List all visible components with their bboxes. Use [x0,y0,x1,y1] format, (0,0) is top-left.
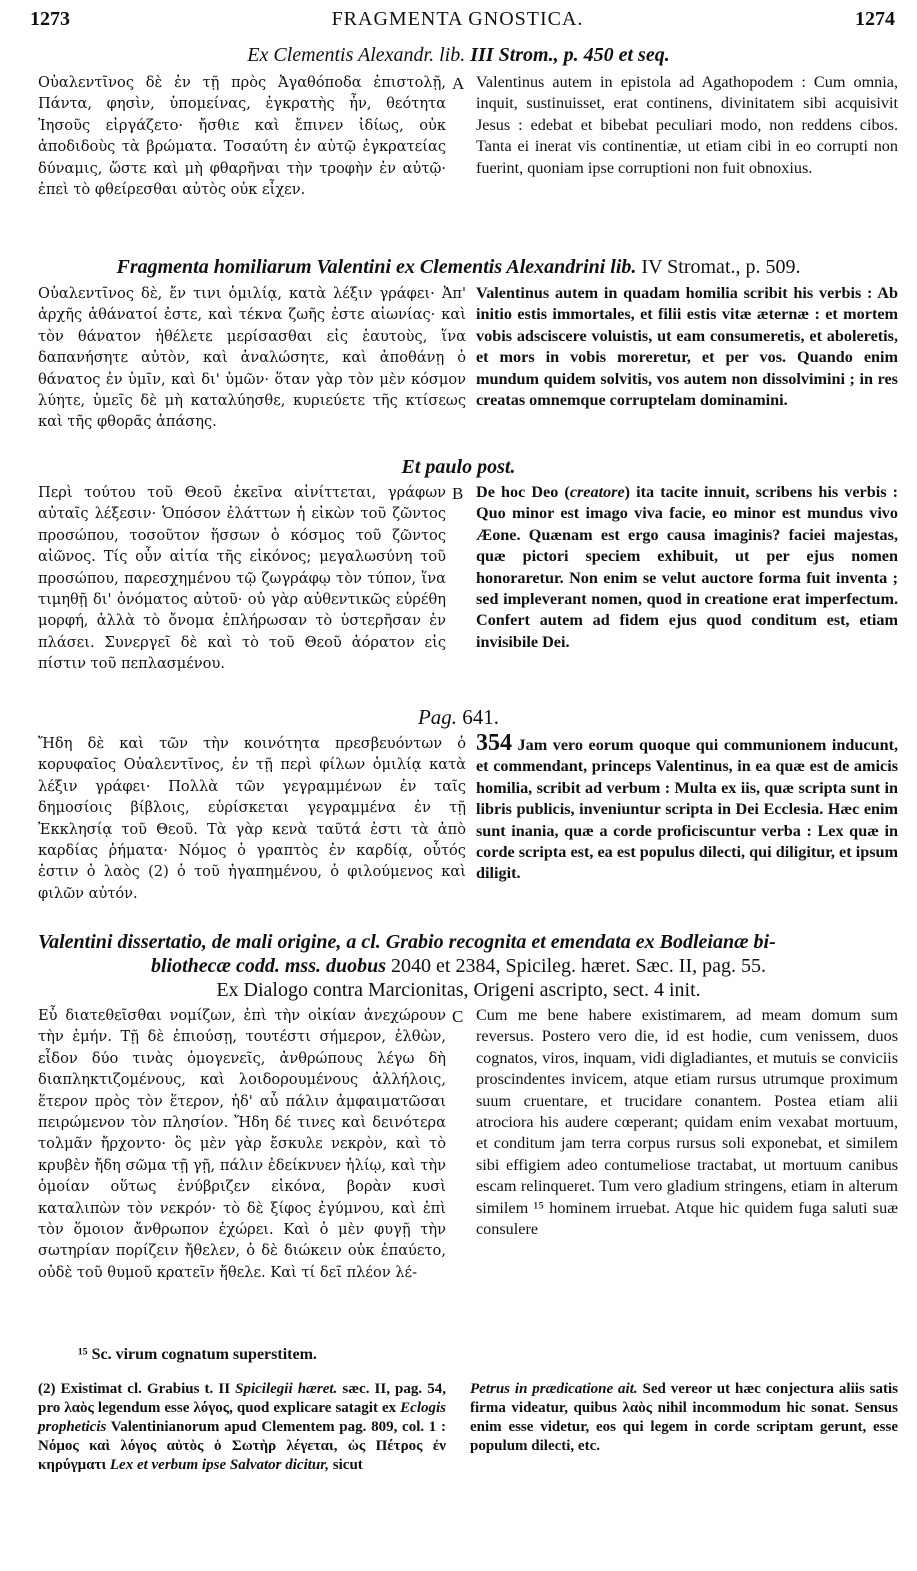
footnote-2-ital-3: Lex et verbum ipse Salvator dicitur, [109,1457,330,1473]
section-1-latin: Valentinus autem in epistola ad Agathopodem : Cum omnia, inquit, sustinuisset, erat continens, divinitatem sibi acquisivit Jesus : edebat et bibebat peculiari modo, non reddens cibos. Tanta ei inerat vis continentiæ, ut etiam cibi in eo corrupti non fuerint, quoniam ipse corruptioni non fuit obnoxius. [476,73,898,177]
section-3-latin-a: De hoc Deo ( [476,483,570,501]
running-title: FRAGMENTA GNOSTICA. [331,8,584,30]
section-4-latin-text: Jam vero eorum quoque qui communionem inducunt, et commendant, princeps Valentinus, in ea quæ est de amicis homilia, scribit ad verbum : Multa ex iis, quæ scripta sunt in libris publicis, inveniuntur scripta in Dei Ecclesia. Hæc enim sunt inania, quæ a corde proficiscuntur verba : Lex quæ in corde scripta est, ea est populus dilecti, qui diligitur, et ipsum diligit. [476,736,899,883]
section-2-greek: Οὐαλεντῖνος δὲ, ἔν τινι ὁμιλίᾳ, κατὰ λέξιν γράφει· Ἀπ' ἀρχῆς ἀθάνατοί ἐστε, καὶ τέκνα ζωῆς ἐστε αἰωνίας· καὶ τὸν θάνατον ἠθέλετε μερίσασθαι εἰς ἑαυτοὺς, ἵνα δαπανήσητε αὐτὸν, καὶ ἀναλώσητε, καὶ ἀποθάνῃ ὁ θάνατος ἐν ὑμῖν, καὶ δι' ὑμῶν· ὅταν γὰρ τὸν μὲν κόσμον λύητε, ὑμεῖς δὲ μὴ καταλύησθε, κυριεύετε τῆς κτίσεως καὶ τῆς φθορᾶς ἁπάσης. [38,285,466,431]
footnote-continuation-text: Sed vereor ut hæc conjectura aliis satis firma videatur, quibus λαὸς nihil incommodum hic sonat. Sensus enim esse videtur, eos qui legem in corde scriptam gerunt, esse populum dilecti, etc. [470,1381,898,1454]
section-5-heading-line-2 [20,954,897,978]
footnote-2-ital-2: Eclogis propheticis [38,1400,446,1435]
footnote-continuation [470,1380,898,1456]
footnote-2-d: sicut [329,1457,363,1473]
section-4-heading-rest: 641. [462,705,500,729]
section-3-latin-italic: creatore [569,483,625,501]
section-1-heading [20,43,897,67]
margin-marker-c: C [452,1007,464,1026]
section-5-heading-line-2-italic: bliothecæ codd. mss. duobus [151,955,387,977]
section-4-heading [20,705,897,729]
footnote-2-a: (2) Existimat cl. Grabius t. II [38,1381,236,1397]
section-1-greek: Οὐαλεντῖνος δὲ ἐν τῇ πρὸς Ἀγαθόποδα ἐπιστολῇ, Πάντα, φησὶν, ὑπομείνας, ἐγκρατὴς ἦν, θεότητα Ἰησοῦς εἰργάζετο· ἤσθιε καὶ ἔπινεν ἰδίως, οὐκ ἀποδιδοὺς τὰ βρώματα. Τοσαύτη ἐν αὐτῷ ἐγκρατείας δύναμις, ὥστε καὶ μὴ φθαρῆναι τὴν τροφὴν ἐν αὐτῷ· ἐπεὶ τὸ φθείρεσθαι αὐτὸς οὐκ εἶχεν. [38,74,446,199]
section-3-greek: Περὶ τούτου τοῦ Θεοῦ ἐκεῖνα αἰνίττεται, γράφων αὐταῖς λέξεσιν· Ὁπόσον ἐλάττων ἡ εἰκὼν τοῦ ζῶντος προσώπου, τοσοῦτον ἥσσων ὁ κόσμος τοῦ ζῶντος αἰῶνος. Τίς οὖν αἰτία τῆς εἰκόνος; μεγαλωσύνη τοῦ προσώπου, παρεσχημένου τῷ ζωγράφῳ τὸν τύπον, ἵνα τιμηθῇ δι' ὀνόματος αὐτοῦ· οὐ γὰρ αὐθεντικῶς εὑρέθη μορφή, ἀλλὰ τὸ ὄνομα ἐπλήρωσαν τὸ ὑστερῆσαν ἐν πλάσει. Συνεργεῖ δὲ καὶ τὸ τοῦ Θεοῦ ἀόρατον εἰς πίστιν τοῦ πεπλασμένου. [38,484,446,673]
section-4-greek: Ἤδη δὲ καὶ τῶν τὴν κοινότητα πρεσβευόντων ὁ κορυφαῖος Οὐαλεντῖνος, ἐν τῇ περὶ φίλων ὁμιλίᾳ κατὰ λέξιν γράφει· Πολλὰ τῶν γεγραμμένων ἐν ταῖς δημοσίοις βίβλοις, εὑρίσκεται γεγραμμένα ἐν τῇ Ἐκκλησίᾳ τοῦ Θεοῦ. Τὰ γὰρ κενὰ ταῦτά ἐστι τὰ ἀπὸ καρδίας ῥήματα· Νόμος ὁ γραπτὸς ἐν καρδίᾳ, οὗτός ἐστιν ὁ λαὸς (2) ὁ τοῦ ἠγαπημένου, ὁ φιλούμενος καὶ φιλῶν αὐτόν. [38,735,466,902]
section-3-heading: Et paulo post. [401,456,516,478]
footnote-continuation-italic: Petrus in prædicatione ait. [470,1381,638,1397]
section-2-latin: Valentinus autem in quadam homilia scribit his verbis : Ab initio estis immortales, et filii estis vitæ æternæ : et mortem vobis adsciscere voluistis, ut eam consumeretis, et aboleretis, et mors in vobis moreretur, et per vos. Quando enim mundum quidem solvitis, vos autem non dissolvimini ; in res creatas omnemque corruptelam dominamini. [476,284,898,410]
section-2-heading-italic: Fragmenta homiliarum Valentini ex Clementis Alexandrini lib. [116,256,637,278]
section-1-heading-italic: Ex Clementis Alexandr. lib. [247,44,466,66]
column-number: 354 [476,730,512,756]
section-5-heading-line-1: Valentini dissertatio, de mali origine, a cl. Grabio recognita et emendata ex Bodleianæ bi- [38,931,776,953]
page-number-left: 1273 [30,8,70,30]
footnote-2-b: sæc. II, pag. 54, pro λαὸς legendum esse λόγος, quod explicare satagit ex [38,1381,446,1416]
section-1-heading-rest: III Strom., p. 450 et seq. [470,44,670,66]
section-3-latin [476,482,898,653]
page-number-right: 1274 [855,8,895,30]
section-5-heading-line-2-rest: 2040 et 2384, Spicileg. hæret. Sæc. II, pag. 55. [391,955,766,977]
section-5-subheading: Ex Dialogo contra Marcionitas, Origeni ascripto, sect. 4 init. [216,979,701,1001]
margin-marker-a: A [452,74,465,93]
footnote-2-c: Valentinianorum apud Clementem pag. 809, col. 1 : Νόμος καὶ λόγος αὐτὸς ὁ Σωτὴρ λέγεται, ὡς Πέτρος ἐν κηρύγματι [38,1419,446,1473]
section-2-heading [20,255,897,279]
section-5-latin: Cum me bene habere existimarem, ad meam domum sum reversus. Postero vero die, id est hodie, cum venissem, duos cognatos, viros, inquam, vidi digladiantes, et mutuis se conviciis proscindentes invicem, atque etiam rursus utrumque proximum suum cruentare, et trucidare conantem. Postea etiam alii atrociora his audere cœperant; quidam enim vexabat mortuum, et conditum jam terra corpus rursus soli exponebat, et similem sibi effigiem adeo contumeliose tractabat, ut mortuum canibus escam relinqueret. Tum vero gladium stringens, etiam in alterum similem ¹⁵ hominem irruebat. Atque hic quidem fuga saluti suæ consulere [476,1006,898,1239]
section-2-heading-rest: IV Stromat., p. 509. [641,256,801,278]
margin-marker-b: B [452,484,464,503]
section-3-latin-b: ) ita tacite innuit, scribens his verbis : Quo minor est imago viva facie, eo minor est mundus vivo Æone. Quænam est ergo causa imaginis? faciei majestas, quæ pictori speciem exhibuit, ut per ejus nomen honoraretur. Non enim se velut auctore forma fuit inventa ; sed impleverant nomen, quod in creatione erat imperfectum. Confert autem ad fidem ejus quod conditum est, etiam invisibile Dei. [476,483,898,651]
section-4-latin [476,730,899,885]
running-head [20,8,895,32]
footnote-2-ital-1: Spicilegii hæret. [235,1381,338,1397]
footnote-15: ¹⁵ Sc. virum cognatum superstitem. [78,1346,317,1363]
footnote-2 [38,1380,446,1475]
section-4-heading-italic: Pag. [417,705,458,729]
section-5-greek: Εὖ διατεθεῖσθαι νομίζων, ἐπὶ τὴν οἰκίαν ἀνεχώρουν τὴν ἐμήν. Τῇ δὲ ἐπιούσῃ, τουτέστι σήμερον, ἐλθὼν, εἶδον δύο τινὰς ὁμογενεῖς, ἀνθρώπους λέγω δὴ διαπληκτιζομένους, καὶ λοιδορουμένους ἀλλήλοις, ἕτερον πρὸς τὸν ἕτερον, ἠδ' αὖ πάλιν ἀμφαιματῶσαι πειρώμενον τὸν πλησίον. Ἤδη δέ τινες καὶ δεινότερα τολμᾶν ἤρχοντο· ὃς μὲν γὰρ ἔσκυλε νεκρὸν, καὶ τὸ κρυβὲν ἤδη σῶμα τῇ γῇ, πάλιν ἐδείκνυεν ἡλίῳ, καὶ τὴν ὁμοίαν οὕτως ἐνύβριζεν εἰκόνα, βορὰν κυσὶ καταλιπὼν τὸν νεκρόν· τὸ δὲ ξίφος ἐγύμνου, καὶ ἐπὶ τὸν ὅμοιον ἄνθρωπον ἐχώρει. Καὶ ὁ μὲν φυγῇ τὴν σωτηρίαν πορίζειν ἤθελεν, ὁ δὲ διώκειν οὐκ ἐπαύετο, οὐδὲ τοῦ θυμοῦ κρατεῖν ἤθελε. Καὶ τί δεῖ πλέον λέ- [38,1007,446,1281]
